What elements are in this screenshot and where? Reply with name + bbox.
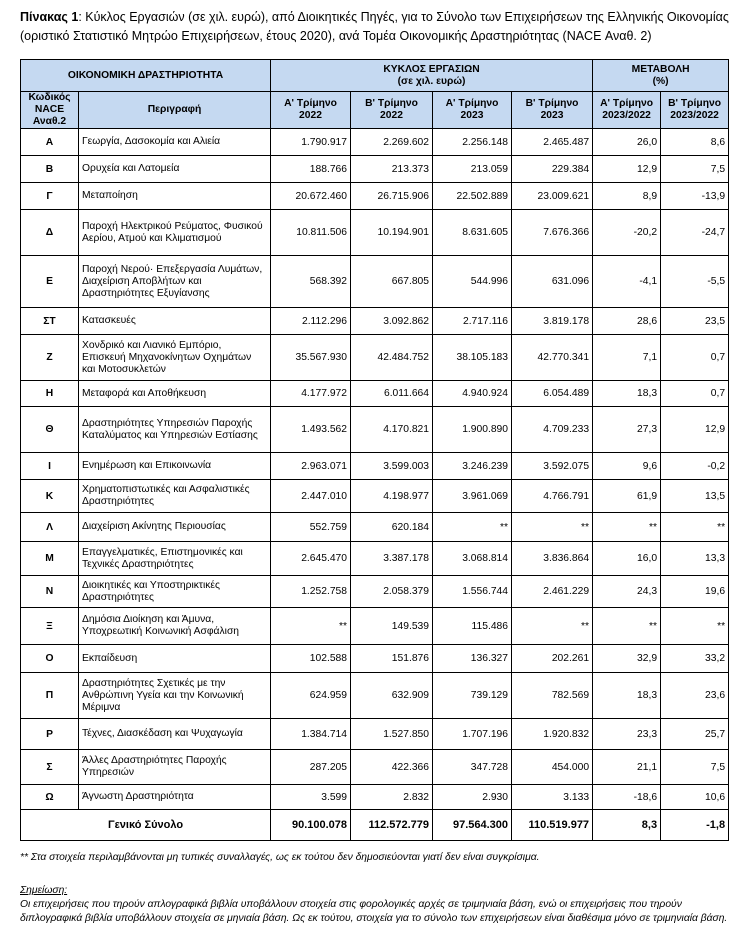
cell-q1-2022: 188.766 — [271, 156, 351, 183]
row-description: Δημόσια Διοίκηση και Άμυνα, Υποχρεωτική Κοινωνική Ασφάλιση — [79, 608, 271, 645]
cell-change-q1: 28,6 — [593, 308, 661, 335]
cell-change-q2: 19,6 — [661, 576, 729, 608]
cell-q2-2022: 6.011.664 — [351, 381, 433, 407]
header-col-change-q2: Β' Τρίμηνο 2023/2022 — [661, 92, 729, 129]
header-col-q1-2022: Α' Τρίμηνο 2022 — [271, 92, 351, 129]
cell-change-q2: 8,6 — [661, 129, 729, 156]
row-code: Α — [21, 129, 79, 156]
header-code: Κωδικός NACE Αναθ.2 — [21, 92, 79, 129]
cell-change-q1: 21,1 — [593, 750, 661, 785]
table-row — [21, 542, 729, 576]
cell-q1-2023: 3.961.069 — [433, 480, 512, 513]
row-code: Κ — [21, 480, 79, 513]
cell-change-q2: -24,7 — [661, 210, 729, 256]
table-row — [21, 513, 729, 542]
row-description: Εκπαίδευση — [79, 645, 271, 673]
cell-change-q2: 23,6 — [661, 673, 729, 719]
cell-q2-2023: 454.000 — [512, 750, 593, 785]
cell-change-q1: 16,0 — [593, 542, 661, 576]
cell-change-q2: 7,5 — [661, 750, 729, 785]
cell-q1-2023: 544.996 — [433, 256, 512, 308]
cell-q1-2022: 624.959 — [271, 673, 351, 719]
cell-q2-2023: 3.592.075 — [512, 453, 593, 480]
table-row — [21, 156, 729, 183]
row-description: Άγνωστη Δραστηριότητα — [79, 785, 271, 810]
row-description: Δραστηριότητες Υπηρεσιών Παροχής Καταλύματος και Υπηρεσιών Εστίασης — [79, 407, 271, 453]
header-col-q2-2023: Β' Τρίμηνο 2023 — [512, 92, 593, 129]
cell-q2-2022: 620.184 — [351, 513, 433, 542]
cell-q2-2023: 4.766.791 — [512, 480, 593, 513]
cell-q1-2023: 347.728 — [433, 750, 512, 785]
cell-q1-2023: 1.707.196 — [433, 719, 512, 750]
row-description: Χρηματοπιστωτικές και Ασφαλιστικές Δραστηριότητες — [79, 480, 271, 513]
table-row — [21, 719, 729, 750]
row-description: Διαχείριση Ακίνητης Περιουσίας — [79, 513, 271, 542]
table-row — [21, 453, 729, 480]
cell-q2-2022: 149.539 — [351, 608, 433, 645]
cell-change-q2: -5,5 — [661, 256, 729, 308]
cell-q1-2023: 1.556.744 — [433, 576, 512, 608]
note-text: Οι επιχειρήσεις που τηρούν απλογραφικά βιβλία υποβάλλουν στοιχεία στις φορολογικές αρχές σε τριμηνιαία βάση, ενώ οι επιχειρήσεις που τηρούν διπλογραφικά βιβλία υποβάλλουν στοιχεία σε μηνιαία βάση. Ως εκ τούτου, στοιχεία για το σύνολο των επιχειρήσεων είναι διαθέσιμα μόνο σε τριμηνιαία βάση. — [20, 899, 728, 924]
cell-change-q2: 0,7 — [661, 381, 729, 407]
total-q1-2022: 90.100.078 — [271, 810, 351, 841]
turnover-table — [20, 59, 729, 841]
cell-change-q2: 7,5 — [661, 156, 729, 183]
cell-q1-2023: 213.059 — [433, 156, 512, 183]
cell-q2-2023: 1.920.832 — [512, 719, 593, 750]
total-q2-2023: 110.519.977 — [512, 810, 593, 841]
cell-change-q1: 9,6 — [593, 453, 661, 480]
cell-change-q1: 12,9 — [593, 156, 661, 183]
cell-q1-2022: 1.790.917 — [271, 129, 351, 156]
cell-q1-2022: 1.493.562 — [271, 407, 351, 453]
cell-change-q1: -18,6 — [593, 785, 661, 810]
header-activity: ΟΙΚΟΝΟΜΙΚΗ ΔΡΑΣΤΗΡΙΟΤΗΤΑ — [21, 60, 271, 92]
row-description: Μεταφορά και Αποθήκευση — [79, 381, 271, 407]
cell-change-q2: ** — [661, 513, 729, 542]
row-description: Μεταποίηση — [79, 183, 271, 210]
cell-change-q2: 10,6 — [661, 785, 729, 810]
cell-change-q1: -4,1 — [593, 256, 661, 308]
cell-change-q1: 8,9 — [593, 183, 661, 210]
total-q1-2023: 97.564.300 — [433, 810, 512, 841]
cell-q1-2023: 136.327 — [433, 645, 512, 673]
cell-change-q2: ** — [661, 608, 729, 645]
total-q2-2022: 112.572.779 — [351, 810, 433, 841]
table-row — [21, 673, 729, 719]
cell-change-q1: ** — [593, 608, 661, 645]
cell-change-q1: 32,9 — [593, 645, 661, 673]
cell-q1-2023: 3.068.814 — [433, 542, 512, 576]
header-description: Περιγραφή — [79, 92, 271, 129]
cell-q2-2023: ** — [512, 608, 593, 645]
table-row — [21, 381, 729, 407]
cell-q1-2022: 4.177.972 — [271, 381, 351, 407]
cell-q1-2023: 2.930 — [433, 785, 512, 810]
total-row — [21, 810, 729, 841]
cell-q2-2022: 42.484.752 — [351, 335, 433, 381]
row-code: Λ — [21, 513, 79, 542]
cell-change-q2: 13,3 — [661, 542, 729, 576]
cell-change-q1: 26,0 — [593, 129, 661, 156]
cell-q1-2023: 22.502.889 — [433, 183, 512, 210]
row-description: Γεωργία, Δασοκομία και Αλιεία — [79, 129, 271, 156]
cell-q1-2023: 739.129 — [433, 673, 512, 719]
table-row — [21, 210, 729, 256]
cell-q2-2023: 23.009.621 — [512, 183, 593, 210]
table-row — [21, 480, 729, 513]
cell-change-q2: 23,5 — [661, 308, 729, 335]
cell-q1-2023: 8.631.605 — [433, 210, 512, 256]
cell-q1-2022: 568.392 — [271, 256, 351, 308]
cell-q2-2022: 4.198.977 — [351, 480, 433, 513]
cell-q2-2023: 229.384 — [512, 156, 593, 183]
row-code: Γ — [21, 183, 79, 210]
row-description: Χονδρικό και Λιανικό Εμπόριο, Επισκευή Μηχανοκίνητων Οχημάτων και Μοτοσυκλετών — [79, 335, 271, 381]
table-row — [21, 256, 729, 308]
table-row — [21, 750, 729, 785]
cell-change-q1: 18,3 — [593, 381, 661, 407]
cell-q2-2022: 1.527.850 — [351, 719, 433, 750]
table-row — [21, 183, 729, 210]
cell-q2-2023: ** — [512, 513, 593, 542]
cell-q2-2022: 26.715.906 — [351, 183, 433, 210]
row-description: Παροχή Ηλεκτρικού Ρεύματος, Φυσικού Αερίου, Ατμού και Κλιματισμού — [79, 210, 271, 256]
note-title: Σημείωση: — [20, 885, 68, 896]
cell-q1-2023: 3.246.239 — [433, 453, 512, 480]
cell-q1-2022: 10.811.506 — [271, 210, 351, 256]
cell-change-q1: 7,1 — [593, 335, 661, 381]
row-code: Ω — [21, 785, 79, 810]
cell-q2-2023: 2.461.229 — [512, 576, 593, 608]
cell-q2-2022: 2.832 — [351, 785, 433, 810]
cell-q1-2022: 3.599 — [271, 785, 351, 810]
cell-q2-2023: 631.096 — [512, 256, 593, 308]
cell-q1-2022: 2.963.071 — [271, 453, 351, 480]
cell-q2-2022: 2.269.602 — [351, 129, 433, 156]
cell-q2-2022: 632.909 — [351, 673, 433, 719]
row-code: Δ — [21, 210, 79, 256]
cell-change-q1: 27,3 — [593, 407, 661, 453]
cell-change-q2: 13,5 — [661, 480, 729, 513]
cell-q1-2022: 35.567.930 — [271, 335, 351, 381]
cell-change-q1: 24,3 — [593, 576, 661, 608]
row-description: Άλλες Δραστηριότητες Παροχής Υπηρεσιών — [79, 750, 271, 785]
cell-q1-2023: 2.256.148 — [433, 129, 512, 156]
cell-change-q1: -20,2 — [593, 210, 661, 256]
total-label: Γενικό Σύνολο — [21, 810, 271, 841]
cell-change-q1: 18,3 — [593, 673, 661, 719]
cell-change-q2: -0,2 — [661, 453, 729, 480]
cell-q2-2022: 151.876 — [351, 645, 433, 673]
cell-q1-2022: 1.384.714 — [271, 719, 351, 750]
cell-q1-2022: 20.672.460 — [271, 183, 351, 210]
row-code: Σ — [21, 750, 79, 785]
header-col-change-q1: Α' Τρίμηνο 2023/2022 — [593, 92, 661, 129]
table-row — [21, 335, 729, 381]
row-code: Β — [21, 156, 79, 183]
cell-q2-2023: 782.569 — [512, 673, 593, 719]
cell-q2-2022: 3.092.862 — [351, 308, 433, 335]
cell-q2-2023: 42.770.341 — [512, 335, 593, 381]
cell-q1-2023: 115.486 — [433, 608, 512, 645]
cell-q1-2022: 552.759 — [271, 513, 351, 542]
cell-change-q2: 33,2 — [661, 645, 729, 673]
cell-change-q2: 12,9 — [661, 407, 729, 453]
header-turnover-unit: (σε χιλ. ευρώ) — [397, 75, 466, 87]
table-row — [21, 785, 729, 810]
header-turnover-label: ΚΥΚΛΟΣ ΕΡΓΑΣΙΩΝ — [383, 63, 480, 75]
cell-q2-2022: 422.366 — [351, 750, 433, 785]
header-change-unit: (%) — [652, 75, 669, 87]
cell-q2-2022: 4.170.821 — [351, 407, 433, 453]
row-description: Κατασκευές — [79, 308, 271, 335]
table-row — [21, 308, 729, 335]
cell-q1-2023: 4.940.924 — [433, 381, 512, 407]
cell-q2-2023: 4.709.233 — [512, 407, 593, 453]
cell-q2-2023: 2.465.487 — [512, 129, 593, 156]
row-description: Δραστηριότητες Σχετικές με την Ανθρώπινη Υγεία και την Κοινωνική Μέριμνα — [79, 673, 271, 719]
row-code: Ζ — [21, 335, 79, 381]
cell-q1-2022: 2.112.296 — [271, 308, 351, 335]
row-code: ΣΤ — [21, 308, 79, 335]
total-change-q2: -1,8 — [661, 810, 729, 841]
row-description: Παροχή Νερού· Επεξεργασία Λυμάτων, Διαχείριση Αποβλήτων και Δραστηριότητες Εξυγίανσης — [79, 256, 271, 308]
row-code: Ι — [21, 453, 79, 480]
row-description: Ορυχεία και Λατομεία — [79, 156, 271, 183]
table-caption — [20, 8, 732, 46]
cell-q1-2023: 38.105.183 — [433, 335, 512, 381]
cell-q2-2022: 3.599.003 — [351, 453, 433, 480]
cell-q2-2023: 3.133 — [512, 785, 593, 810]
row-code: Ν — [21, 576, 79, 608]
cell-q1-2022: 102.588 — [271, 645, 351, 673]
table-row — [21, 407, 729, 453]
cell-q1-2023: ** — [433, 513, 512, 542]
header-col-q2-2022: Β' Τρίμηνο 2022 — [351, 92, 433, 129]
cell-q1-2022: 1.252.758 — [271, 576, 351, 608]
table-row — [21, 129, 729, 156]
header-row-groups — [21, 60, 729, 92]
cell-q2-2022: 2.058.379 — [351, 576, 433, 608]
row-code: Ο — [21, 645, 79, 673]
row-description: Ενημέρωση και Επικοινωνία — [79, 453, 271, 480]
cell-q1-2022: 2.645.470 — [271, 542, 351, 576]
table-row — [21, 608, 729, 645]
row-description: Διοικητικές και Υποστηρικτικές Δραστηριότητες — [79, 576, 271, 608]
row-code: Μ — [21, 542, 79, 576]
header-change — [593, 60, 729, 92]
cell-change-q1: ** — [593, 513, 661, 542]
cell-q1-2022: ** — [271, 608, 351, 645]
cell-q1-2022: 2.447.010 — [271, 480, 351, 513]
cell-q2-2022: 10.194.901 — [351, 210, 433, 256]
cell-change-q2: 0,7 — [661, 335, 729, 381]
row-description: Επαγγελματικές, Επιστημονικές και Τεχνικές Δραστηριότητες — [79, 542, 271, 576]
header-row-columns — [21, 92, 729, 129]
cell-change-q2: -13,9 — [661, 183, 729, 210]
caption-label: Πίνακας 1 — [20, 10, 79, 24]
cell-q1-2023: 2.717.116 — [433, 308, 512, 335]
row-code: Η — [21, 381, 79, 407]
cell-q2-2022: 3.387.178 — [351, 542, 433, 576]
header-col-q1-2023: Α' Τρίμηνο 2023 — [433, 92, 512, 129]
row-code: Π — [21, 673, 79, 719]
cell-q2-2023: 3.836.864 — [512, 542, 593, 576]
caption-text: : Κύκλος Εργασιών (σε χιλ. ευρώ), από Διοικητικές Πηγές, για το Σύνολο των Επιχειρήσεων της Ελληνικής Οικονομίας (οριστικό Στατιστικό Μητρώο Επιχειρήσεων, έτους 2020), ανά Τομέα Οικονομικής Δραστηριότητας (NACE Αναθ. 2) — [20, 10, 729, 43]
cell-q2-2023: 3.819.178 — [512, 308, 593, 335]
cell-q1-2022: 287.205 — [271, 750, 351, 785]
table-row — [21, 645, 729, 673]
cell-change-q1: 61,9 — [593, 480, 661, 513]
footnote: ** Στα στοιχεία περιλαμβάνονται μη τυπικές συναλλαγές, ως εκ τούτου δεν δημοσιεύονται γιατί δεν είναι συγκρίσιμα. — [20, 852, 540, 863]
header-turnover — [271, 60, 593, 92]
row-code: Ε — [21, 256, 79, 308]
row-description: Τέχνες, Διασκέδαση και Ψυχαγωγία — [79, 719, 271, 750]
total-change-q1: 8,3 — [593, 810, 661, 841]
cell-q2-2023: 6.054.489 — [512, 381, 593, 407]
cell-change-q1: 23,3 — [593, 719, 661, 750]
cell-change-q2: 25,7 — [661, 719, 729, 750]
row-code: Ρ — [21, 719, 79, 750]
cell-q1-2023: 1.900.890 — [433, 407, 512, 453]
cell-q2-2023: 202.261 — [512, 645, 593, 673]
table-row — [21, 576, 729, 608]
row-code: Ξ — [21, 608, 79, 645]
header-change-label: ΜΕΤΑΒΟΛΗ — [631, 63, 690, 75]
cell-q2-2023: 7.676.366 — [512, 210, 593, 256]
row-code: Θ — [21, 407, 79, 453]
cell-q2-2022: 667.805 — [351, 256, 433, 308]
cell-q2-2022: 213.373 — [351, 156, 433, 183]
